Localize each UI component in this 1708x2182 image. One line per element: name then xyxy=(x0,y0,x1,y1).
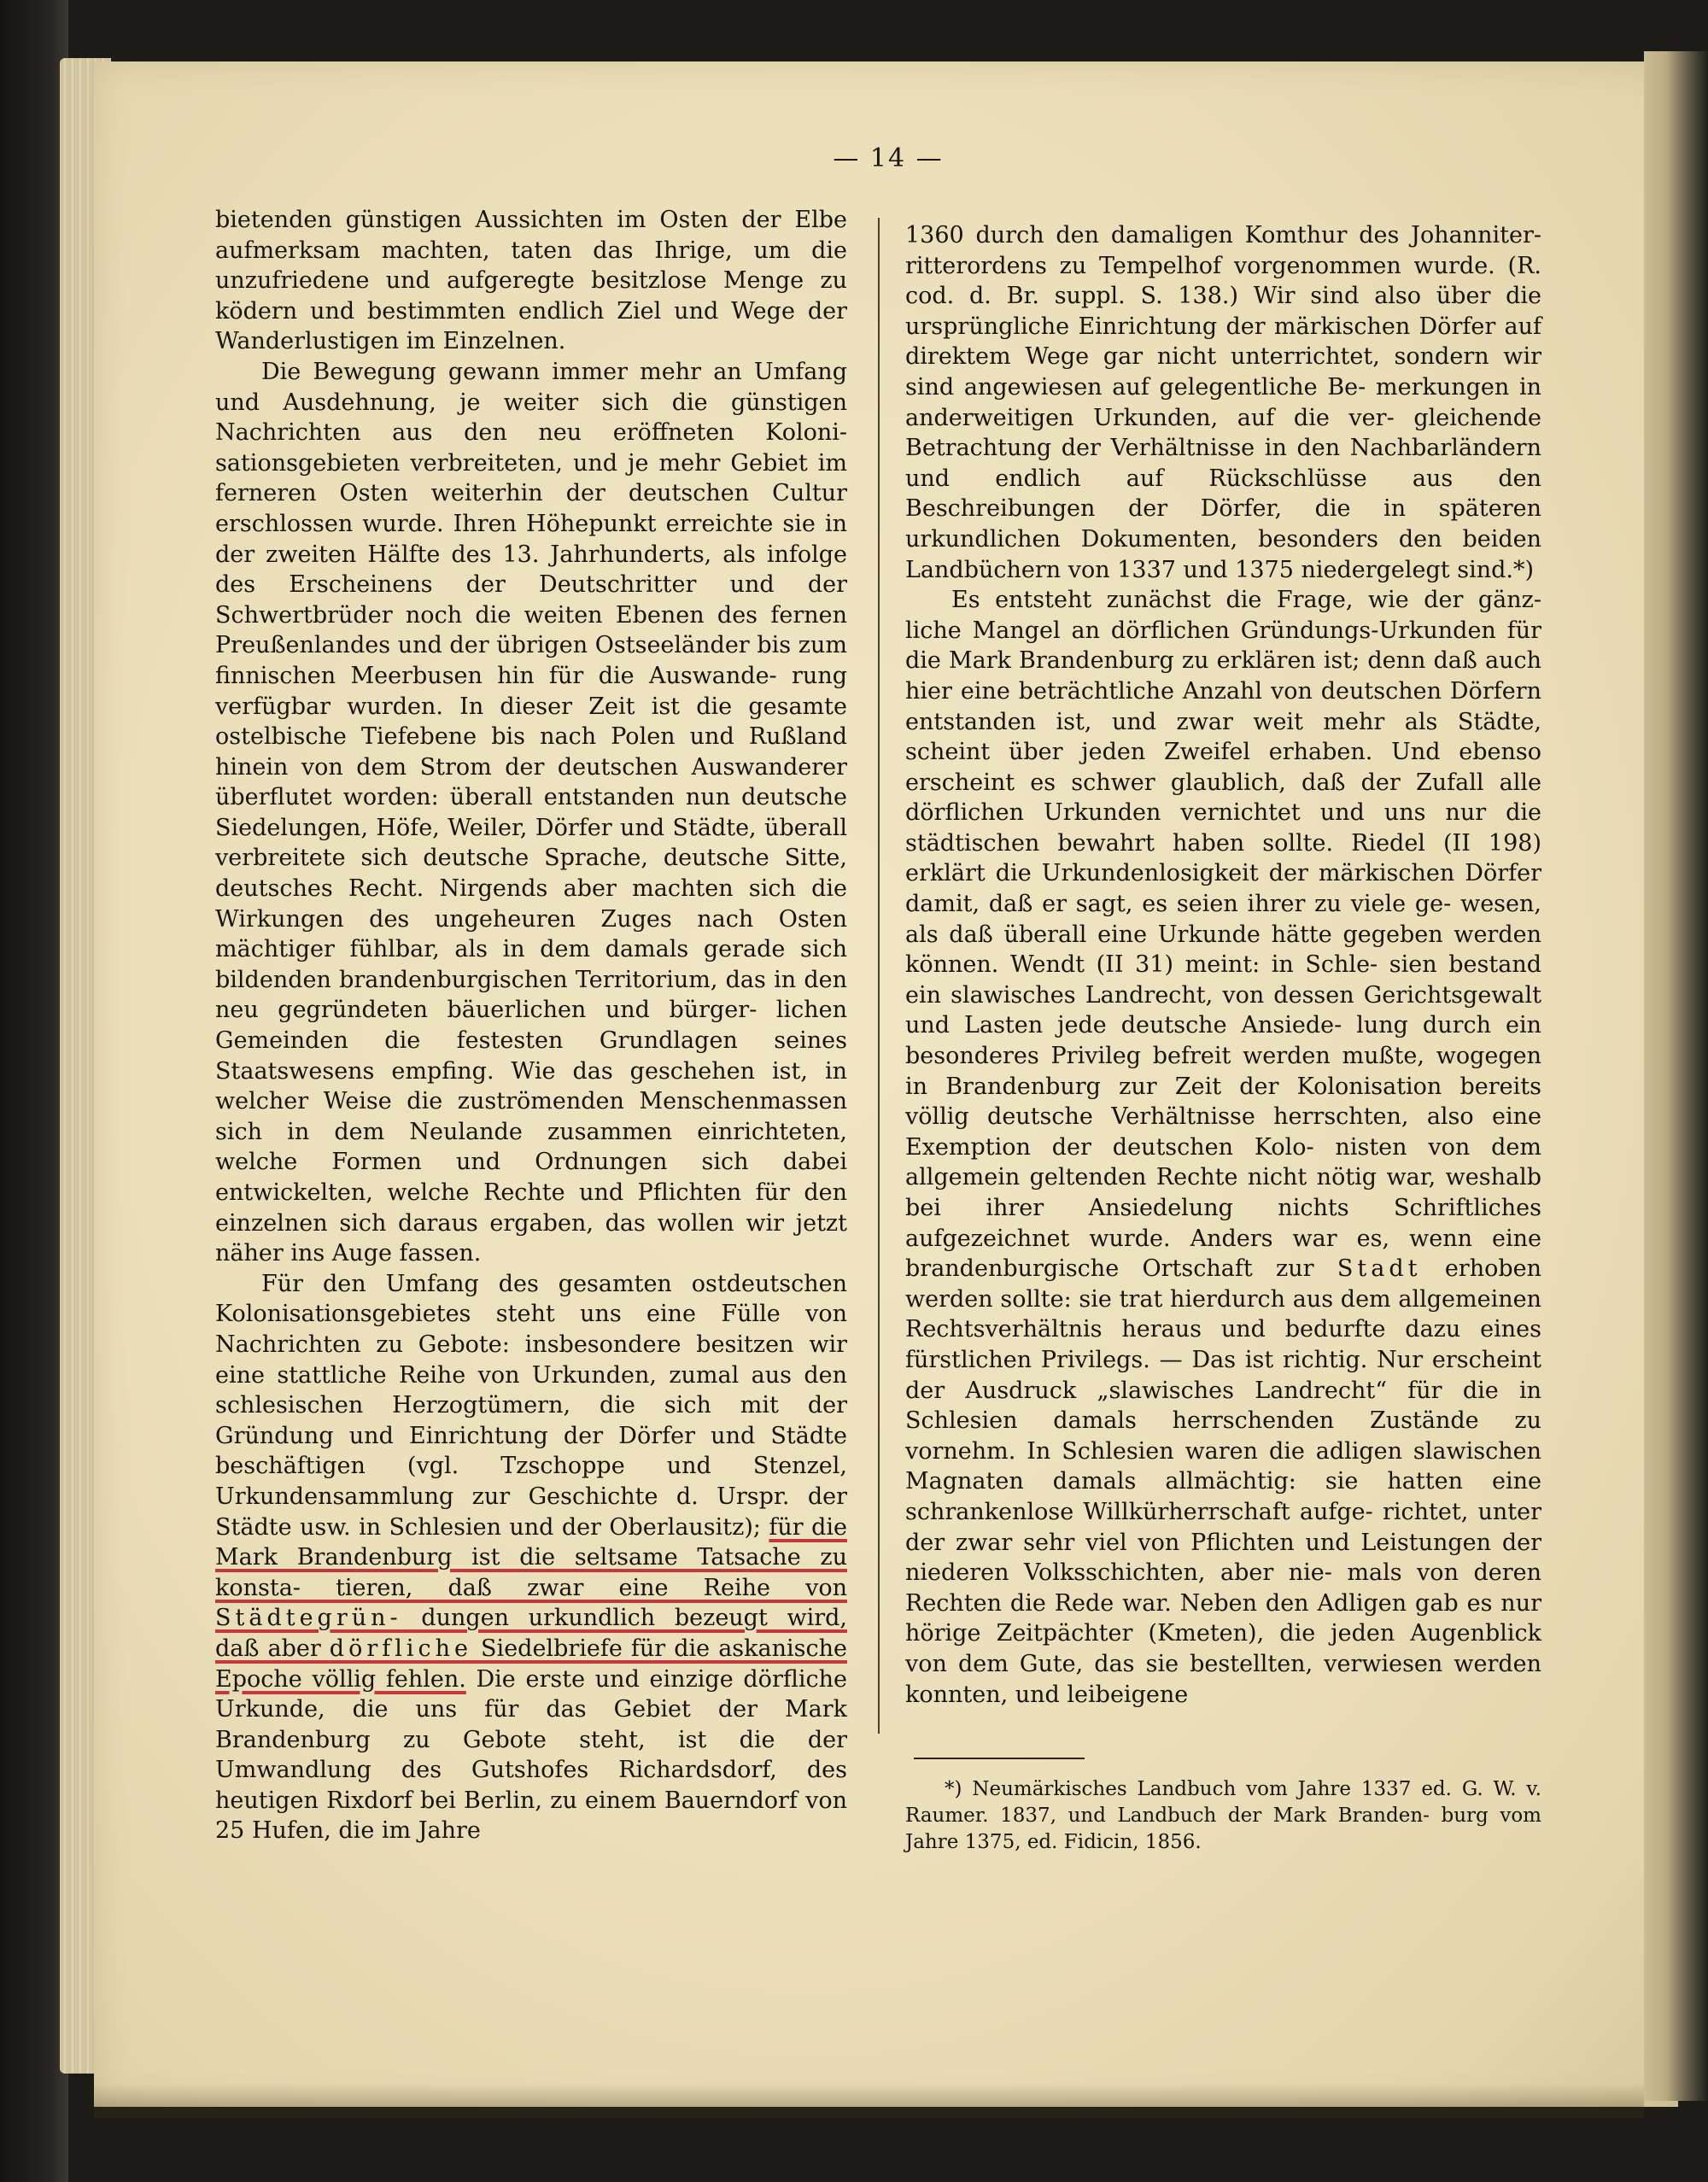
spaced-word-stadt: Stadt xyxy=(1337,1255,1422,1283)
paragraph-5-text: Es entsteht zunächst die Frage, wie der gänz- liche Mangel an dörflichen Gründungs-Urkunden für die Mark Brandenburg zu erklären ist; denn daß auch hier eine beträchtliche Anzahl von deutschen Dörfern entstanden ist, und zwar weit mehr als Städte, scheint über jeden Zweifel erhaben. Und ebenso erscheint es schwer glaublich, daß der Zufall alle dörflichen Urkunden vernichtet und uns nur die städtischen bewahrt haben sollte. Riedel (II 198) erklärt die Urkundenlosigkeit der märkischen Dörfer damit, daß er sagt, es seien ihrer zu viele ge- wesen, als daß überall eine Urkunde hätte gegeben werden können. Wendt (II 31) meint: in Schle- sien bestand ein slawisches Landrecht, von dessen Gerichtsgewalt und Lasten jede deutsche Ansiede- lung durch ein besonderes Privileg befreit werden mußte, wogegen in Brandenburg zur Zeit der Kolonisation bereits völlig deutsche Verhältnisse herrschten, also eine Exemption der deutschen Kolo- nisten von dem allgemein geltenden Rechte nicht nötig war, weshalb bei ihrer Ansiedelung nichts Schriftliches aufgezeichnet wurde. Anders war es, wenn eine brandenburgische Ortschaft zur xyxy=(905,587,1541,1283)
paragraph-5-continuation: erhoben werden sollte: sie trat hierdurch aus dem allgemeinen Rechtsverhältnis heraus und bedurfte dazu eines fürstlichen Privilegs. — Das ist richtig. Nur erscheint der Ausdruck „slawisches Landrecht“ für die in Schlesien damals herrschenden Zustände zu vornehm. In Schlesien waren die adligen slawischen Magnaten damals allmächtig: sie hatten eine schrankenlose Willkürherrschaft aufge- richtet, unter der zwar sehr viel von Pflichten und Leistungen der niederen Volksschichten, aber nie- mals von deren Rechten die Rede war. Neben den Adligen gab es nur hörige Zeitpächter (Kmeten), die jeden Augenblick von dem Gute, das sie bestellten, verwiesen werden konnten, und leibeigene xyxy=(905,1255,1542,1708)
paragraph-2: Die Bewegung gewann immer mehr an Umfang und Ausdehnung, je weiter sich die günstigen Nachrichten aus den neu eröffneten Koloni- sationsgebieten verbreiteten, und je mehr Gebiet im ferneren Osten weiterhin der deutschen Cultur erschlossen wurde. Ihren Höhepunkt erreichte sie in der zweiten Hälfte des 13. Jahrhunderts, als infolge des Erscheinens der Deutschritter und der Schwertbrüder noch die weiten Ebenen des fernen Preußenlandes und der übrigen Ostseeländer bis zum finnischen Meerbusen hin für die Auswande- rung verfügbar wurden. In dieser Zeit ist die gesamte ostelbische Tiefebene bis nach Polen und Rußland hinein von dem Strom der deutschen Auswanderer überflutet worden: überall entstanden nun deutsche Siedelungen, Höfe, Weiler, Dörfer und Städte, überall verbreitete sich deutsche Sprache, deutsche Sitte, deutsches Recht. Nirgends aber machten sich die Wirkungen des ungeheuren Zuges nach Osten mächtiger fühlbar, als in dem damals gerade sich bildenden brandenburgischen Territorium, das in den neu gegründeten bäuerlichen und bürger- lichen Gemeinden die festesten Grundlagen seines Staatswesens empfing. Wie das geschehen ist, in welcher Weise die zuströmenden Menschenmassen sich in dem Neulande zusammen einrichteten, welche Formen und Ordnungen sich dabei entwickelten, welche Rechte und Pflichten für den einzelnen sich daraus ergaben, das wollen wir jetzt näher ins Auge fassen. xyxy=(215,358,847,1267)
paragraph-3-continuation: Die erste und einzige dörfliche Urkunde, die uns für das Gebiet der Mark Brandenburg zu Gebote steht, ist die der Umwandlung des Gutshofes Richardsdorf, des heutigen Rixdorf bei Berlin, zu einem Bauerndorf von 25 Hufen, die im Jahre xyxy=(215,1665,847,1845)
paragraph-1: bietenden günstigen Aussichten im Osten der Elbe aufmerksam machten, taten das Ihrige, um die unzufriedene und aufgeregte besitzlose Menge zu ködern und bestimmten endlich Ziel und Wege der Wanderlustigen im Einzelnen. xyxy=(215,207,847,355)
footnote xyxy=(905,1776,1541,1856)
underlined-text-3: Siedelbriefe für die askanische Epoche völlig fehlen. xyxy=(215,1635,847,1693)
spaced-word-staedtegruendungen: Städtegrün- xyxy=(215,1605,402,1632)
paragraph-3-text: Für den Umfang des gesamten ostdeutschen Kolonisationsgebietes steht uns eine Fülle von Nachrichten zu Gebote: insbesondere besitzen wir eine stattliche Reihe von Urkunden, zumal aus den schlesischen Herzogtümern, die sich mit der Gründung und Einrichtung der Dörfer und Städte beschäftigen (vgl. Tzschoppe und Stenzel, Urkundensammlung zur Geschichte d. Urspr. der Städte usw. in Schlesien und der Oberlausitz); xyxy=(215,1270,847,1541)
footnote-text: *) Neumärkisches Landbuch vom Jahre 1337 ed. G. W. v. Raumer. 1837, und Landbuch der Mark Branden- burg vom Jahre 1375, ed. Fidicin, 1856. xyxy=(905,1778,1541,1853)
right-column xyxy=(905,220,1541,1710)
book-cover-edge xyxy=(0,0,68,2182)
left-column xyxy=(215,205,847,1846)
page-bottom-shadow xyxy=(94,2084,1644,2118)
column-divider xyxy=(878,218,880,1734)
paragraph-3 xyxy=(215,1269,847,1846)
underlined-text-2: dungen urkundlich bezeugt wird, daß aber xyxy=(215,1605,847,1662)
paragraph-5 xyxy=(905,585,1541,1710)
spaced-word-doerfliche: dörfliche xyxy=(329,1635,472,1662)
page-number: — 14 — xyxy=(833,143,944,173)
footnote-rule xyxy=(914,1758,1085,1759)
book-gutter xyxy=(1644,51,1708,2101)
underlined-text-1: für die Mark Brandenburg ist die seltsame Tatsache zu konsta- tieren, daß zwar eine Reihe von xyxy=(215,1513,847,1601)
paragraph-4: 1360 durch den damaligen Komthur des Johanniter- ritterordens zu Tempelhof vorgenommen wurde. (R. cod. d. Br. suppl. S. 138.) Wir sind also über die ursprüngliche Einrichtung der märkischen Dörfer auf direktem Wege gar nicht unterrichtet, sondern wir sind angewiesen auf gelegentliche Be- merkungen in anderweitigen Urkunden, auf die ver- gleichende Betrachtung der Verhältnisse in den Nachbarländern und endlich auf Rückschlüsse aus den Beschreibungen der Dörfer, die in späteren urkundlichen Dokumenten, besonders den beiden Landbüchern von 1337 und 1375 niedergelegt sind.*) xyxy=(905,222,1541,583)
